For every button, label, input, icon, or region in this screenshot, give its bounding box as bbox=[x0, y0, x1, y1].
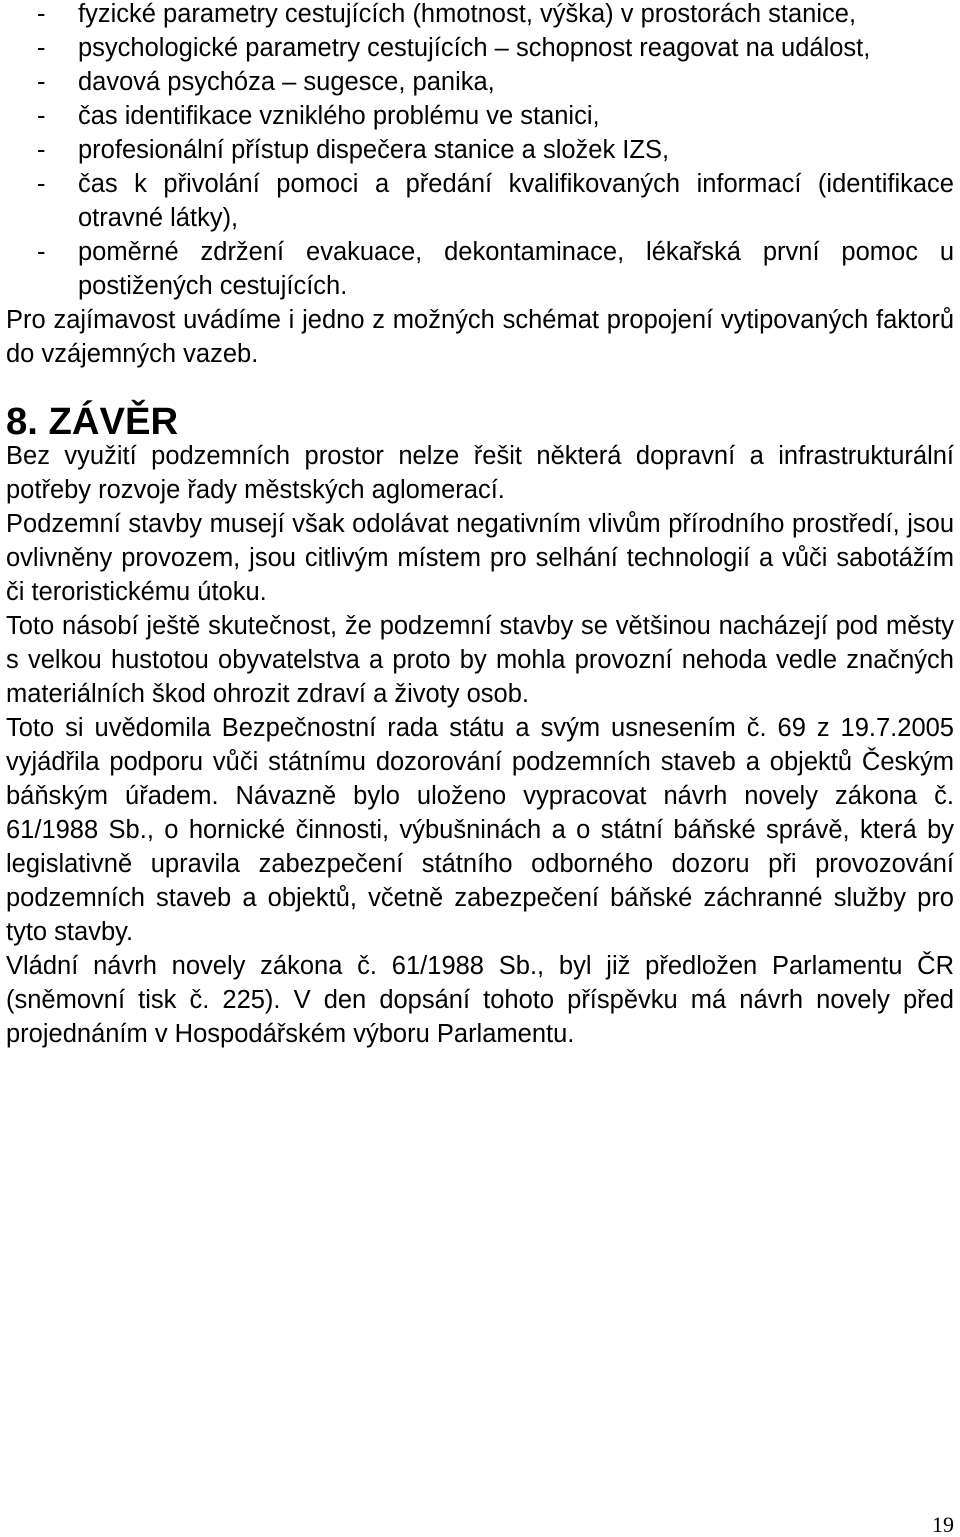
list-item-text: fyzické parametry cestujících (hmotnost, výška) v prostorách stanice, bbox=[78, 0, 857, 28]
factor-list bbox=[6, 0, 954, 303]
list-item-text: psychologické parametry cestujících – schopnost reagovat na událost, bbox=[78, 34, 871, 62]
bullet-dash: - bbox=[37, 0, 46, 28]
bullet-dash: - bbox=[37, 170, 46, 198]
list-item bbox=[6, 65, 954, 99]
list-item-text: davová psychóza – sugesce, panika, bbox=[78, 68, 495, 96]
list-item bbox=[6, 0, 954, 31]
body-paragraph: Bez využití podzemních prostor nelze řešit některá dopravní a infrastrukturální potřeby rozvoje řady městských aglomerací. bbox=[6, 442, 954, 504]
list-item bbox=[6, 133, 954, 167]
bullet-dash: - bbox=[37, 238, 46, 266]
list-item-text: čas k přivolání pomoci a předání kvalifikovaných informací (identifikace otravné látky), bbox=[78, 170, 954, 232]
list-item-text: čas identifikace vzniklého problému ve stanici, bbox=[78, 102, 600, 130]
body-paragraph: Toto si uvědomila Bezpečnostní rada státu a svým usnesením č. 69 z 19.7.2005 vyjádřila podporu vůči státnímu dozorování podzemních staveb a objektů Českým báňským úřadem. Návazně bylo uloženo vypracovat návrh novely zákona č. 61/1988 Sb., o hornické činnosti, výbušninách a o státní báňské správě, která by legislativně upravila zabezpečení státního odborného dozoru při provozování podzemních staveb a objektů, včetně zabezpečení báňské záchranné služby pro tyto stavby. bbox=[6, 714, 954, 946]
list-item bbox=[6, 31, 954, 65]
bullet-dash: - bbox=[37, 136, 46, 164]
body-paragraph: Podzemní stavby musejí však odolávat negativním vlivům přírodního prostředí, jsou ovlivněny provozem, jsou citlivým místem pro selhání technologií a vůči sabotážím či teroristickému útoku. bbox=[6, 510, 954, 606]
body-paragraph: Toto násobí ještě skutečnost, že podzemní stavby se většinou nacházejí pod městy s velkou hustotou obyvatelstva a proto by mohla provozní nehoda vedle značných materiálních škod ohrozit zdraví a životy osob. bbox=[6, 612, 954, 708]
list-item bbox=[6, 167, 954, 235]
list-item-text: profesionální přístup dispečera stanice a složek IZS, bbox=[78, 136, 670, 164]
body-paragraph: Vládní návrh novely zákona č. 61/1988 Sb., byl již předložen Parlamentu ČR (sněmovní tisk č. 225). V den dopsání tohoto příspěvku má návrh novely před projednáním v Hospodářském výboru Parlamentu. bbox=[6, 952, 954, 1048]
page-number: 19 bbox=[932, 1512, 954, 1537]
list-item-text: poměrné zdržení evakuace, dekontaminace, lékařská první pomoc u postižených cestujících. bbox=[78, 238, 954, 300]
intro-paragraph: Pro zajímavost uvádíme i jedno z možných schémat propojení vytipovaných faktorů do vzájemných vazeb. bbox=[6, 306, 954, 368]
bullet-dash: - bbox=[37, 34, 46, 62]
list-item bbox=[6, 99, 954, 133]
list-item bbox=[6, 235, 954, 303]
bullet-dash: - bbox=[37, 68, 46, 96]
section-heading: 8. ZÁVĚR bbox=[6, 400, 179, 443]
bullet-dash: - bbox=[37, 102, 46, 130]
document-page bbox=[6, 0, 954, 1051]
